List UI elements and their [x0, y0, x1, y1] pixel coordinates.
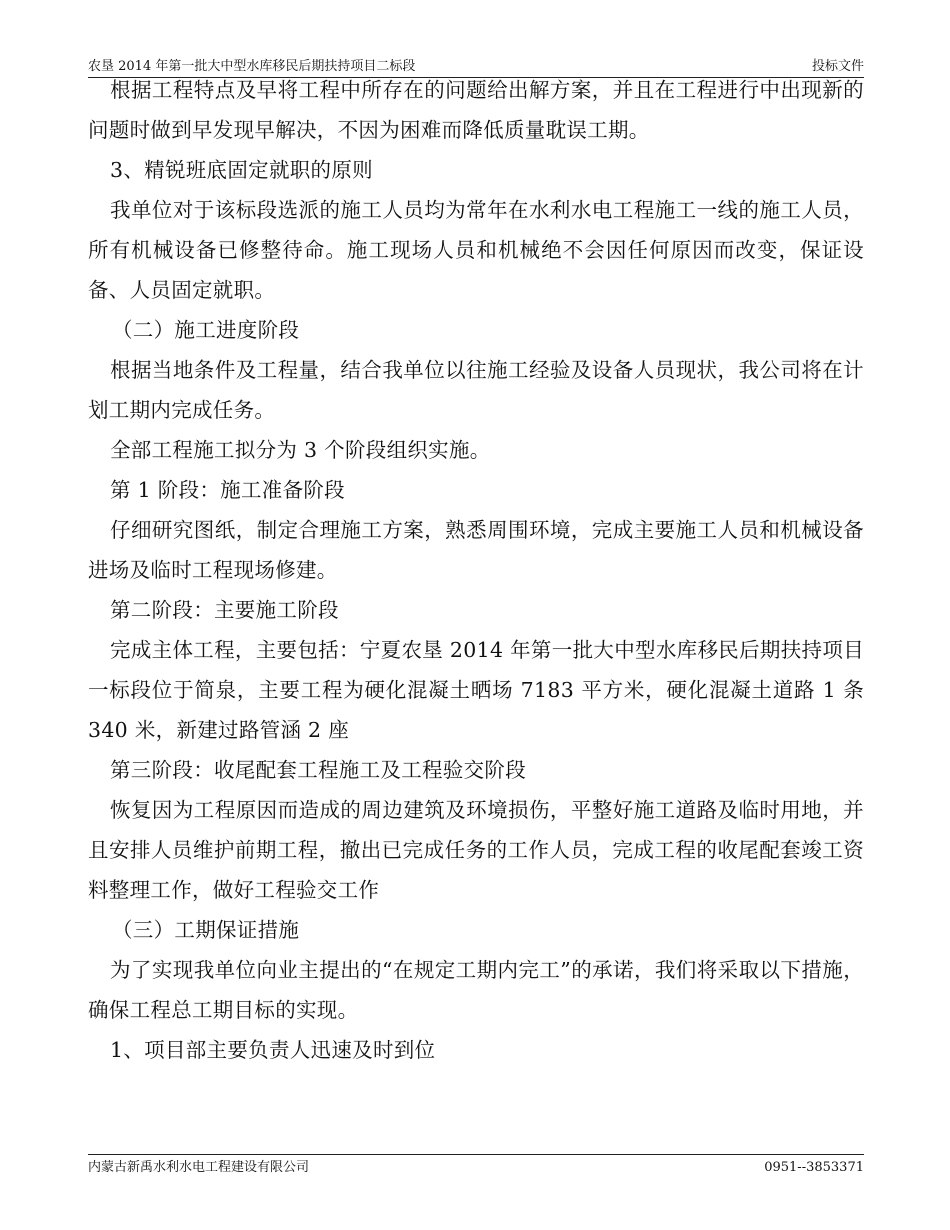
section-heading: 1、项目部主要负责人迅速及时到位	[110, 1038, 436, 1062]
paragraph: 根据当地条件及工程量，结合我单位以往施工经验及设备人员现状，我公司将在计划工期内完成任务。	[88, 358, 864, 422]
paragraph: 根据工程特点及早将工程中所存在的问题给出解方案，并且在工程进行中出现新的问题时做到早发现早解决，不因为困难而降低质量耽误工期。	[88, 78, 864, 142]
phase-heading: 第二阶段：主要施工阶段	[110, 598, 339, 622]
paragraph: 恢复因为工程原因而造成的周边建筑及环境损伤，平整好施工道路及临时用地，并且安排人员维护前期工程，撤出已完成任务的工作人员，完成工程的收尾配套竣工资料整理工作，做好工程验交工作	[88, 798, 864, 902]
header-project-title: 农垦 2014 年第一批大中型水库移民后期扶持项目二标段	[88, 59, 416, 74]
page-footer	[88, 1159, 864, 1177]
paragraph: 全部工程施工拟分为 3 个阶段组织实施。	[110, 438, 491, 462]
paragraph: 仔细研究图纸，制定合理施工方案，熟悉周围环境，完成主要施工人员和机械设备进场及临时工程现场修建。	[88, 518, 864, 582]
section-heading: 3、精锐班底固定就职的原则	[110, 158, 373, 182]
paragraph: 我单位对于该标段选派的施工人员均为常年在水利水电工程施工一线的施工人员，所有机械设备已修整待命。施工现场人员和机械绝不会因任何原因而改变，保证设备、人员固定就职。	[88, 198, 864, 302]
paragraph: 完成主体工程，主要包括：宁夏农垦 2014 年第一批大中型水库移民后期扶持项目一标段位于简泉，主要工程为硬化混凝土晒场 7183 平方米，硬化混凝土道路 1 条 340 米，新建过路管涵 2 座	[88, 638, 864, 742]
section-heading: （二）施工进度阶段	[112, 318, 300, 342]
phase-heading: 第 1 阶段：施工准备阶段	[110, 478, 345, 502]
section-heading: （三）工期保证措施	[112, 918, 300, 942]
document-body	[88, 70, 864, 1070]
footer-company: 内蒙古新禹水利水电工程建设有限公司	[88, 1160, 310, 1175]
header-doc-type: 投标文件	[811, 59, 864, 74]
paragraph: 为了实现我单位向业主提出的“在规定工期内完工”的承诺，我们将采取以下措施，确保工程总工期目标的实现。	[88, 958, 864, 1022]
phase-heading: 第三阶段：收尾配套工程施工及工程验交阶段	[110, 758, 526, 782]
footer-divider	[88, 1154, 864, 1155]
footer-phone: 0951--3853371	[764, 1160, 864, 1175]
